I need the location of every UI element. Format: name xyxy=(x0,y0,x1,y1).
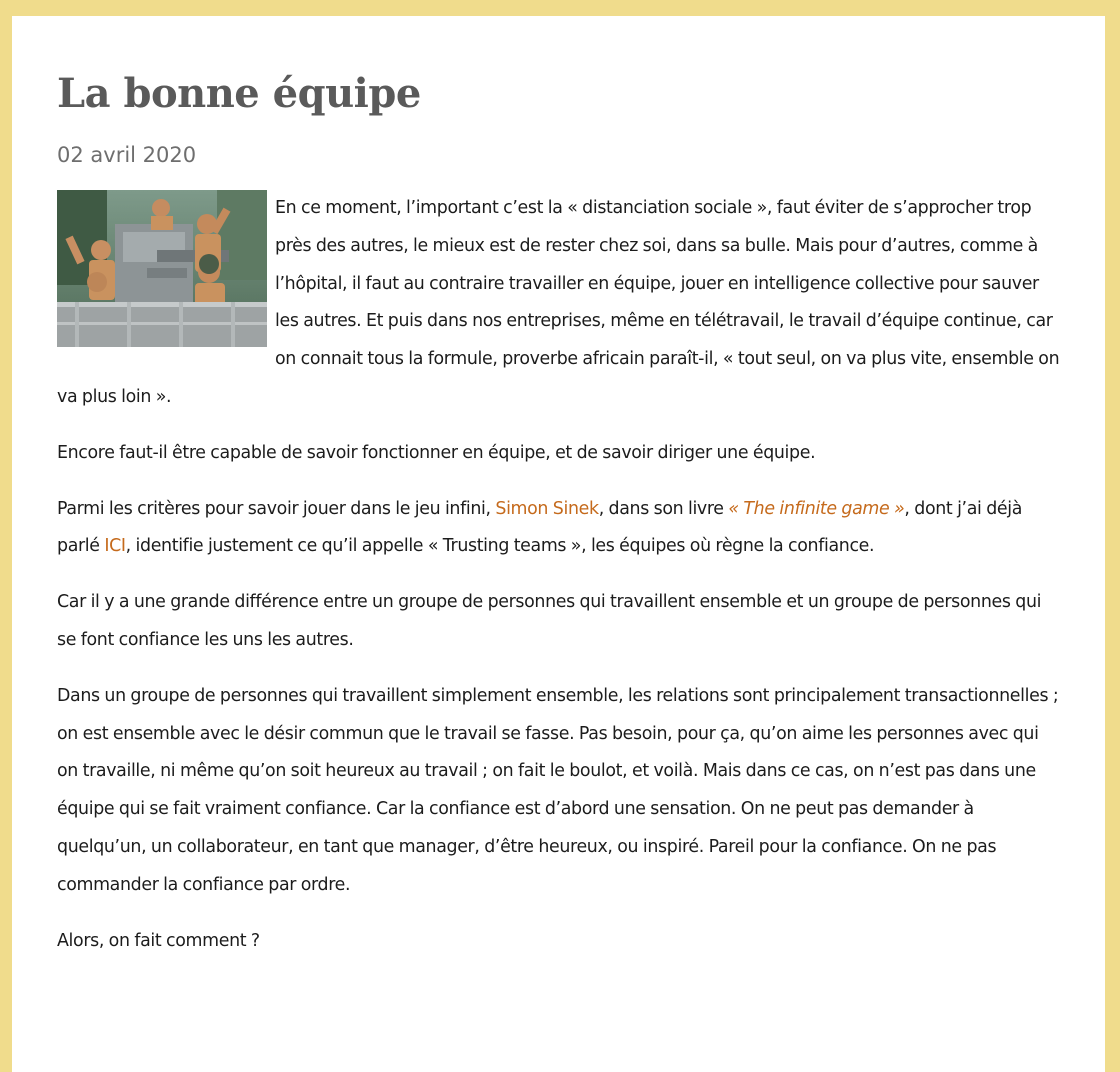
paragraph-3 xyxy=(57,491,1060,567)
post-date: 02 avril 2020 xyxy=(57,143,197,167)
paragraph-1: En ce moment, l’important c’est la « distanciation sociale », faut éviter de s’approcher trop près des autres, le mieux est de rester chez soi, dans sa bulle. Mais pour d’autres, comme à l’hôpital, il faut au contraire travailler en équipe, jouer en intelligence collective pour sauver les autres. Et puis dans nos entreprises, même en télétravail, le travail d’équipe continue, car on connait tous la formule, proverbe africain paraît-il, « tout seul, on va plus vite, ensemble on va plus loin ». xyxy=(57,198,1060,407)
paragraph-5: Dans un groupe de personnes qui travaillent simplement ensemble, les relations sont principalement transactionnelles ; on est ensemble avec le désir commun que le travail se fasse. Pas besoin, pour ça, qu’on aime les personnes avec qui on travaille, ni même qu’on soit heureux au travail ; on fait le boulot, et voilà. Mais dans ce cas, on n’est pas dans une équipe qui se fait vraiment confiance. Car la confiance est d’abord une sensation. On ne peut pas demander à quelqu’un, un collaborateur, en tant que manager, d’être heureux, ou inspiré. Pareil pour la confiance. On ne pas commander la confiance par ordre. xyxy=(57,685,1059,895)
article-body xyxy=(57,190,1060,960)
paragraph-6: Alors, on fait comment ? xyxy=(57,930,260,951)
ici-link[interactable]: ICI xyxy=(104,536,126,557)
paragraph-3-text-1: Parmi les critères pour savoir jouer dans le jeu infini, xyxy=(57,498,496,519)
paragraph-3-text-3: , dont j’ai déjà parlé xyxy=(57,498,1023,557)
paragraph-3-text-4: , identifie justement ce qu’il appelle « Trusting teams », les équipes où règne la confiance. xyxy=(125,536,875,557)
article-photo xyxy=(57,190,267,347)
page-title: La bonne équipe xyxy=(57,70,421,117)
article-card xyxy=(12,16,1105,1072)
paragraph-2: Encore faut-il être capable de savoir fonctionner en équipe, et de savoir diriger une équipe. xyxy=(57,442,816,463)
simon-sinek-link[interactable]: Simon Sinek xyxy=(495,498,599,519)
paragraph-4: Car il y a une grande différence entre un groupe de personnes qui travaillent ensemble et un groupe de personnes qui se font confiance les uns les autres. xyxy=(57,592,1042,650)
infinite-game-link[interactable]: « The infinite game » xyxy=(728,498,905,519)
paragraph-3-text-2: , dans son livre xyxy=(598,498,729,519)
